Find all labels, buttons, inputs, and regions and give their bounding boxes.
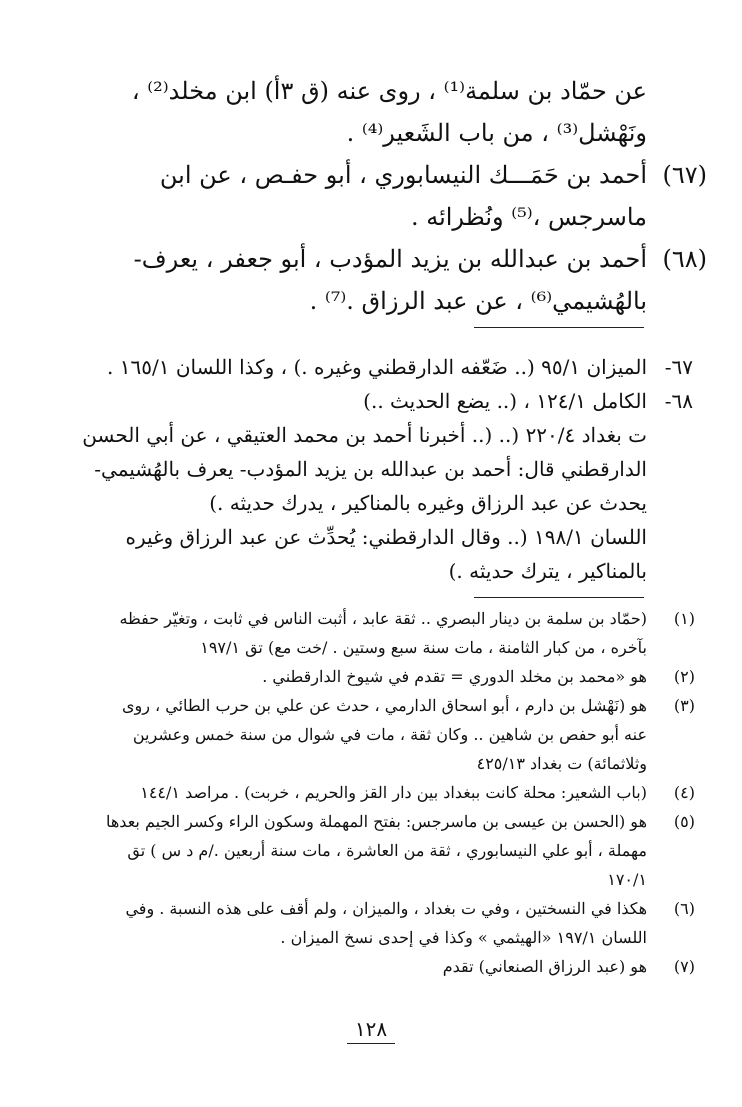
source-line: يحدث عن عبد الرزاق وغيره بالمناكير ، يدرك حديثه .) xyxy=(209,491,647,515)
footnotes-section xyxy=(88,604,695,981)
footnote-2 xyxy=(88,662,695,691)
footnote-7 xyxy=(88,952,695,981)
footnote-line: هو (الحسن بن عيسى بن ماسرجس: بفتح المهملة وسكون الراء وكسر الجيم بعدها xyxy=(105,812,647,831)
source-line: بالمناكير ، يترك حديثه .) xyxy=(448,559,647,583)
source-line: الميزان ٩٥/١ (.. ضَعّفه الدارقطني وغيره .) ، وكذا اللسان ١٦٥/١ . xyxy=(107,355,647,379)
footnote-line: هكذا في النسختين ، وفي ت بغداد ، والميزان ، ولم أقف على هذه النسبة . وفي xyxy=(125,899,647,918)
entry-68 xyxy=(88,238,707,322)
footnote-1 xyxy=(88,604,695,662)
continuation-entry xyxy=(88,70,647,154)
footnote-line: هو (عبد الرزاق الصنعاني) تقدم xyxy=(442,957,647,976)
footnote-line: وثلاثمائة) ت بغداد ٤٢٥/١٣ xyxy=(476,754,647,773)
footnote-number: (٥) xyxy=(673,812,695,831)
footnote-number: (٦) xyxy=(673,899,695,918)
source-line: اللسان ١٩٨/١ (.. وقال الدارقطني: يُحدِّث عن عبد الرزاق وغيره xyxy=(125,525,647,549)
source-line: الدارقطني قال: أحمد بن عبدالله بن يزيد المؤدب- يعرف بالهُشيمي- xyxy=(94,457,647,481)
footnote-line: اللسان ١٩٧/١ «الهيثمي » وكذا في إحدى نسخ الميزان . xyxy=(280,928,647,947)
sources-section xyxy=(82,350,693,588)
footnote-line: بآخره ، من كبار الثامنة ، مات سنة سبع وستين . /خت مع) تق ١٩٧/١ xyxy=(200,638,647,657)
footnote-line: (حمّاد بن سلمة بن دينار البصري .. ثقة عابد ، أثبت الناس في ثابت ، وتغيّر حفظه xyxy=(119,609,647,628)
footnote-4 xyxy=(88,778,695,807)
source-67 xyxy=(88,350,693,384)
footnote-line: (باب الشعير: محلة كانت ببغداد بين دار القز والحريم ، خربت) . مراصد ١٤٤/١ xyxy=(140,783,647,802)
footnote-line: ١٧٠/١ xyxy=(607,870,647,889)
footnote-number: (١) xyxy=(673,609,695,628)
footnote-number: (٣) xyxy=(673,696,695,715)
entry-number: (٦٧) xyxy=(662,161,707,189)
divider-rule xyxy=(474,327,644,328)
entry-67 xyxy=(88,154,707,238)
text-line: ماسرجس ،⁽⁵⁾ ونُظرائه . xyxy=(410,203,647,231)
source-line: الكامل ١٢٤/١ ، (.. يضع الحديث ..) xyxy=(363,389,647,413)
source-number: ٦٧- xyxy=(664,355,693,379)
text-line: أحمد بن حَمَـــك النيسابوري ، أبو حفـص ، عن ابن xyxy=(159,161,647,189)
entry-number: (٦٨) xyxy=(662,245,707,273)
footnote-line: هو (نَهْشل بن دارم ، أبو اسحاق الدارمي ، حدث عن علي بن حرب الطائي ، روى xyxy=(121,696,647,715)
divider-rule xyxy=(474,597,644,598)
text-line: بالهُشيمي⁽⁶⁾ ، عن عبد الرزاق .⁽⁷⁾ . xyxy=(309,287,647,315)
source-line: ت بغداد ٢٢٠/٤ (.. (.. أخبرنا أحمد بن محمد العتيقي ، عن أبي الحسن xyxy=(82,423,647,447)
footnote-3 xyxy=(88,691,695,778)
footnote-number: (٢) xyxy=(673,667,695,686)
footnote-line: هو «محمد بن مخلد الدوري = تقدم في شيوخ الدارقطني . xyxy=(262,667,647,686)
page-number-text: ١٢٨ xyxy=(347,1017,395,1044)
page-number xyxy=(0,1016,742,1042)
footnote-number: (٤) xyxy=(673,783,695,802)
footnote-number: (٧) xyxy=(673,957,695,976)
text-line: عن حمّاد بن سلمة⁽¹⁾ ، روى عنه (ق ٣أ) ابن مخلد⁽²⁾ ، xyxy=(131,77,647,105)
source-68 xyxy=(82,384,693,588)
footnote-line: مهملة ، أبو علي النيسابوري ، ثقة من العاشرة ، مات سنة أربعين ./م د س ) تق xyxy=(127,841,647,860)
text-line: ونَهْشل⁽³⁾ ، من باب الشَعير⁽⁴⁾ . xyxy=(346,119,647,147)
source-number: ٦٨- xyxy=(664,389,693,413)
footnote-5 xyxy=(88,807,695,894)
footnote-line: عنه أبو حفص بن شاهين .. وكان ثقة ، مات في شوال من سنة خمس وعشرين xyxy=(132,725,647,744)
footnote-6 xyxy=(88,894,695,952)
main-text xyxy=(88,70,707,322)
text-line: أحمد بن عبدالله بن يزيد المؤدب ، أبو جعفر ، يعرف- xyxy=(133,245,647,273)
